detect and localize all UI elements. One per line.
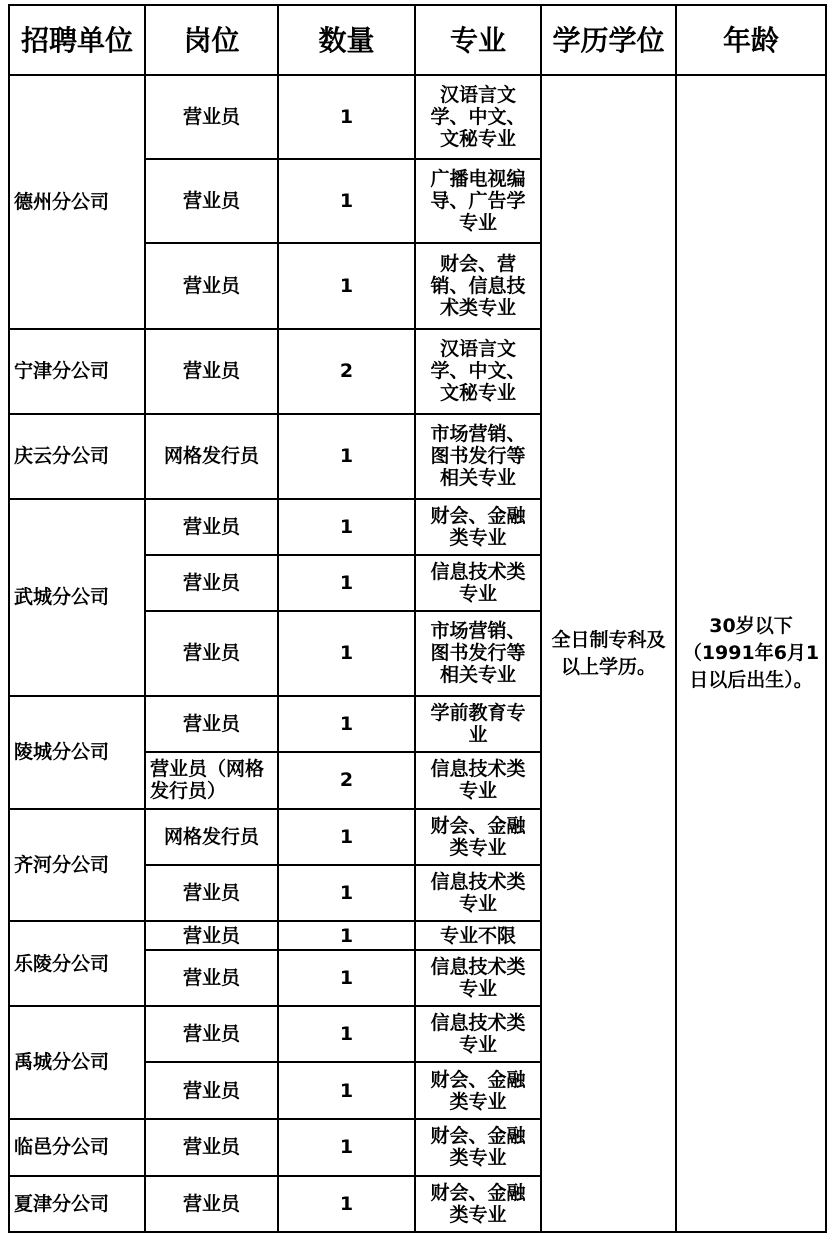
count-cell: 1 <box>278 1062 415 1118</box>
post-cell: 营业员 <box>145 921 278 950</box>
header-post: 岗位 <box>145 5 278 75</box>
count-cell: 1 <box>278 499 415 555</box>
major-cell: 财会、金融类专业 <box>415 499 541 555</box>
post-cell: 营业员 <box>145 1062 278 1118</box>
count-cell: 1 <box>278 950 415 1006</box>
post-cell: 营业员 <box>145 696 278 752</box>
major-cell: 市场营销、图书发行等相关专业 <box>415 414 541 499</box>
post-cell: 营业员（网格发行员） <box>145 752 278 809</box>
count-cell: 1 <box>278 865 415 921</box>
post-cell: 营业员 <box>145 243 278 328</box>
major-cell: 信息技术类专业 <box>415 865 541 921</box>
post-cell: 营业员 <box>145 611 278 695</box>
post-cell: 营业员 <box>145 950 278 1006</box>
header-major: 专业 <box>415 5 541 75</box>
major-cell: 信息技术类专业 <box>415 950 541 1006</box>
count-cell: 1 <box>278 809 415 865</box>
header-row <box>9 5 826 75</box>
unit-cell: 德州分公司 <box>9 75 145 329</box>
unit-cell: 陵城分公司 <box>9 696 145 809</box>
major-cell: 广播电视编导、广告学专业 <box>415 159 541 243</box>
count-cell: 1 <box>278 159 415 243</box>
table-body <box>9 75 826 1232</box>
unit-cell: 庆云分公司 <box>9 414 145 499</box>
unit-cell: 夏津分公司 <box>9 1176 145 1232</box>
count-cell: 1 <box>278 696 415 752</box>
count-cell: 1 <box>278 555 415 611</box>
post-cell: 营业员 <box>145 75 278 159</box>
major-cell: 学前教育专业 <box>415 696 541 752</box>
post-cell: 营业员 <box>145 499 278 555</box>
major-cell: 信息技术类专业 <box>415 752 541 809</box>
unit-cell: 武城分公司 <box>9 499 145 695</box>
education-cell: 全日制专科及以上学历。 <box>541 75 676 1232</box>
count-cell: 1 <box>278 921 415 950</box>
count-cell: 1 <box>278 75 415 159</box>
post-cell: 营业员 <box>145 329 278 414</box>
post-cell: 网格发行员 <box>145 414 278 499</box>
major-cell: 财会、金融类专业 <box>415 1119 541 1176</box>
major-cell: 汉语言文学、中文、文秘专业 <box>415 329 541 414</box>
count-cell: 1 <box>278 1119 415 1176</box>
major-cell: 财会、金融类专业 <box>415 809 541 865</box>
unit-cell: 宁津分公司 <box>9 329 145 414</box>
count-cell: 1 <box>278 1176 415 1232</box>
post-cell: 营业员 <box>145 1119 278 1176</box>
post-cell: 营业员 <box>145 1176 278 1232</box>
major-cell: 财会、金融类专业 <box>415 1062 541 1118</box>
major-cell: 汉语言文学、中文、文秘专业 <box>415 75 541 159</box>
unit-cell: 禹城分公司 <box>9 1006 145 1118</box>
major-cell: 专业不限 <box>415 921 541 950</box>
unit-cell: 齐河分公司 <box>9 809 145 921</box>
header-age: 年龄 <box>676 5 826 75</box>
header-count: 数量 <box>278 5 415 75</box>
post-cell: 网格发行员 <box>145 809 278 865</box>
post-cell: 营业员 <box>145 555 278 611</box>
major-cell: 财会、营销、信息技术类专业 <box>415 243 541 328</box>
unit-cell: 乐陵分公司 <box>9 921 145 1006</box>
post-cell: 营业员 <box>145 1006 278 1062</box>
post-cell: 营业员 <box>145 865 278 921</box>
header-education: 学历学位 <box>541 5 676 75</box>
count-cell: 2 <box>278 329 415 414</box>
count-cell: 1 <box>278 611 415 695</box>
age-cell: 30岁以下（1991年6月1日以后出生）。 <box>676 75 826 1232</box>
major-cell: 信息技术类专业 <box>415 1006 541 1062</box>
count-cell: 1 <box>278 414 415 499</box>
count-cell: 2 <box>278 752 415 809</box>
table-row <box>9 75 826 159</box>
post-cell: 营业员 <box>145 159 278 243</box>
header-unit: 招聘单位 <box>9 5 145 75</box>
count-cell: 1 <box>278 243 415 328</box>
unit-cell: 临邑分公司 <box>9 1119 145 1176</box>
major-cell: 市场营销、图书发行等相关专业 <box>415 611 541 695</box>
major-cell: 财会、金融类专业 <box>415 1176 541 1232</box>
major-cell: 信息技术类专业 <box>415 555 541 611</box>
count-cell: 1 <box>278 1006 415 1062</box>
recruitment-table <box>8 4 827 1233</box>
